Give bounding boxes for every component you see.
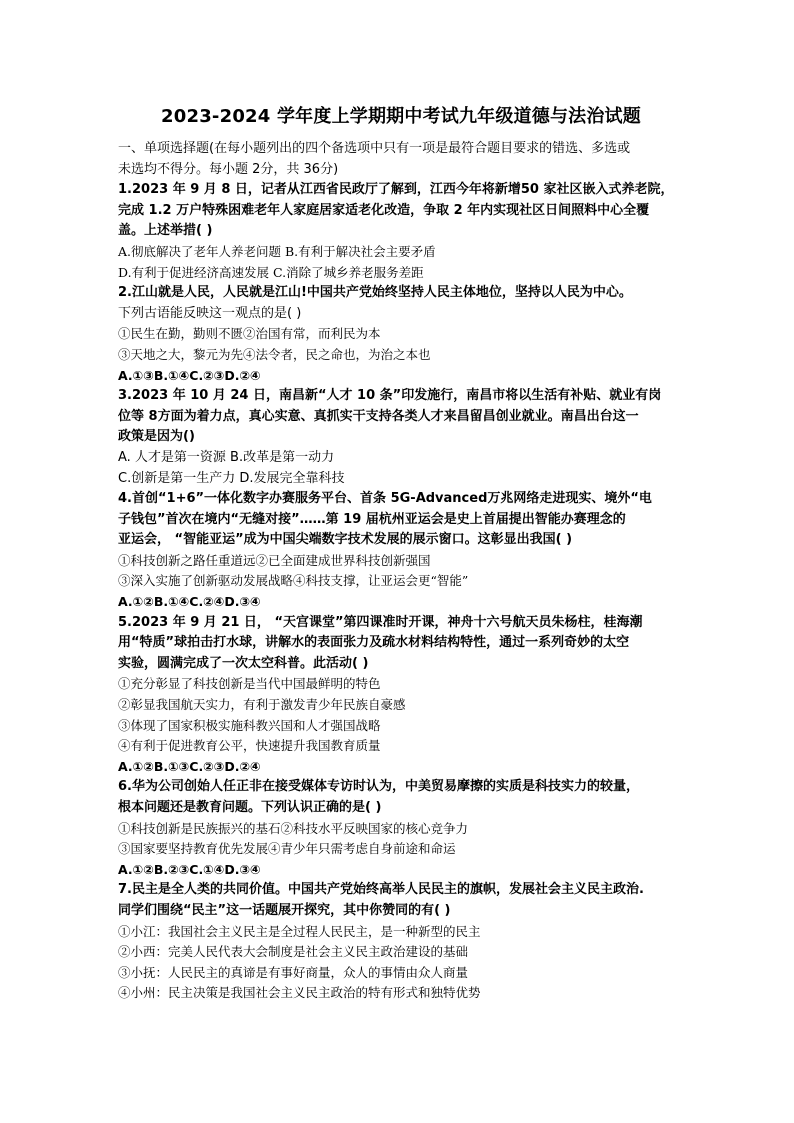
question-1 xyxy=(118,180,684,283)
question-4 xyxy=(118,489,684,613)
section-line: 一、单项选择题(在每小题列出的四个备选项中只有一项是最符合题目要求的错选、多选或 xyxy=(118,141,631,156)
answer-choices: A.①③B.①④C.②③D.②④ xyxy=(118,367,261,383)
question-stem: 5.2023 年 9 月 21 日， “天宫课堂”第四课准时开课，神舟十六号航天员朱杨柱，桂海潮 xyxy=(118,614,643,630)
question-stem: 位等 8方面为着力点，真心实意、真抓实干支持各类人才来昌留昌创业就业。南昌出台这一 xyxy=(118,408,639,424)
question-stem: 盖。上述举措( ) xyxy=(118,223,213,239)
question-stem: 下列古语能反映这一观点的是( ) xyxy=(118,305,302,321)
question-option: ③国家要坚持教育优先发展④青少年只需考虑自身前途和命运 xyxy=(118,841,456,857)
question-option: A. 人才是第一资源 B.改革是第一动力 xyxy=(118,449,335,465)
question-stem: 同学们围绕“民主”这一话题展开探究，其中你赞同的有( ) xyxy=(118,902,451,918)
question-stem: 子钱包”首次在境内“无缝对接”……第 19 届杭州亚运会是史上首届提出智能办赛理念的 xyxy=(118,511,626,527)
question-option: ①小江：我国社会主义民主是全过程人民民主，是一种新型的民主 xyxy=(118,923,481,939)
answer-choices: A.①②B.②③C.①④D.③④ xyxy=(118,861,261,877)
question-stem: 完成 1.2 万户特殊困难老年人家庭居家适老化改造，争取 2 年内实现社区日间照料中心全覆 xyxy=(118,202,650,218)
question-option: D.有利于促进经济高速发展 C.消除了城乡养老服务差距 xyxy=(118,264,424,280)
question-stem: 用“特质”球拍击打水球，讲解水的表面张力及疏水材料结构特性，通过一系列奇妙的太空 xyxy=(118,635,630,651)
question-option: ③天地之大，黎元为先④法令者，民之命也，为治之本也 xyxy=(118,346,431,362)
exam-title: 2023-2024 学年度上学期期中考试九年级道德与法治试题 xyxy=(161,106,641,127)
question-5 xyxy=(118,613,684,778)
question-stem: 1.2023 年 9 月 8 日，记者从江西省民政厅了解到，江西今年将新增50 家社区嵌入式养老院， xyxy=(118,182,674,198)
question-option: ②彰显我国航天实力，有利于激发青少年民族自豪感 xyxy=(118,697,406,713)
answer-choices: A.①②B.①③C.②③D.②④ xyxy=(118,758,261,774)
question-stem: 3.2023 年 10 月 24 日，南昌新“人才 10 条”印发施行，南昌市将以生活有补贴、就业有岗 xyxy=(118,388,662,404)
question-stem: 7.民主是全人类的共同价值。中国共产党始终高举人民民主的旗帜，发展社会主义民主政治. xyxy=(118,882,644,898)
question-stem: 实验，圆满完成了一次太空科普。此活动( ) xyxy=(118,655,369,671)
question-stem: 6.华为公司创始人任正非在接受媒体专访时认为，中美贸易摩擦的实质是科技实力的较量， xyxy=(118,779,639,795)
question-option: A.彻底解决了老年人养老问题 B.有利于解决社会主要矛盾 xyxy=(118,243,436,259)
question-option: ①科技创新之路任重道远②已全面建成世界科技创新强国 xyxy=(118,552,431,568)
question-6 xyxy=(118,777,684,880)
question-option: ①充分彰显了科技创新是当代中国最鲜明的特色 xyxy=(118,676,381,692)
question-option: C.创新是第一生产力 D.发展完全靠科技 xyxy=(118,470,345,486)
section-instructions xyxy=(118,139,684,180)
question-stem: 亚运会， “智能亚运”成为中国尖端数字技术发展的展示窗口。这彰显出我国( ) xyxy=(118,532,573,548)
question-stem: 政策是因为() xyxy=(118,429,195,445)
question-option: ①民生在勤，勤则不匮②治国有常，而利民为本 xyxy=(118,326,381,342)
question-3 xyxy=(118,386,684,489)
question-2 xyxy=(118,283,684,386)
question-stem: 根本问题还是教育问题。下列认识正确的是( ) xyxy=(118,800,382,815)
question-option: ③深入实施了创新驱动发展战略④科技支撑，让亚运会更“智能” xyxy=(118,573,469,589)
question-stem: 2.江山就是人民，人民就是江山!中国共产党始终坚持人民主体地位，坚持以人民为中心。 xyxy=(118,285,632,301)
question-option: ①科技创新是民族振兴的基石②科技水平反映国家的核心竞争力 xyxy=(118,820,469,836)
question-option: ③小抚：人民民主的真谛是有事好商量，众人的事情由众人商量 xyxy=(118,964,469,980)
question-option: ④小州：民主决策是我国社会主义民主政治的特有形式和独特优势 xyxy=(118,985,481,1001)
answer-choices: A.①②B.①④C.②④D.③④ xyxy=(118,594,261,610)
section-line: 未选均不得分。每小题 2分，共 36分) xyxy=(118,161,339,177)
question-option: ④有利于促进教育公平，快速提升我国教育质量 xyxy=(118,738,381,754)
question-stem: 4.首创“1+6”一体化数字办赛服务平台、首条 5G-Advanced万兆网络走进现实、境外“电 xyxy=(118,491,652,507)
question-option: ③体现了国家积极实施科教兴国和人才强国战略 xyxy=(118,717,381,733)
question-option: ②小西：完美人民代表大会制度是社会主义民主政治建设的基础 xyxy=(118,944,469,960)
exam-page xyxy=(118,103,684,1004)
question-7 xyxy=(118,880,684,1004)
